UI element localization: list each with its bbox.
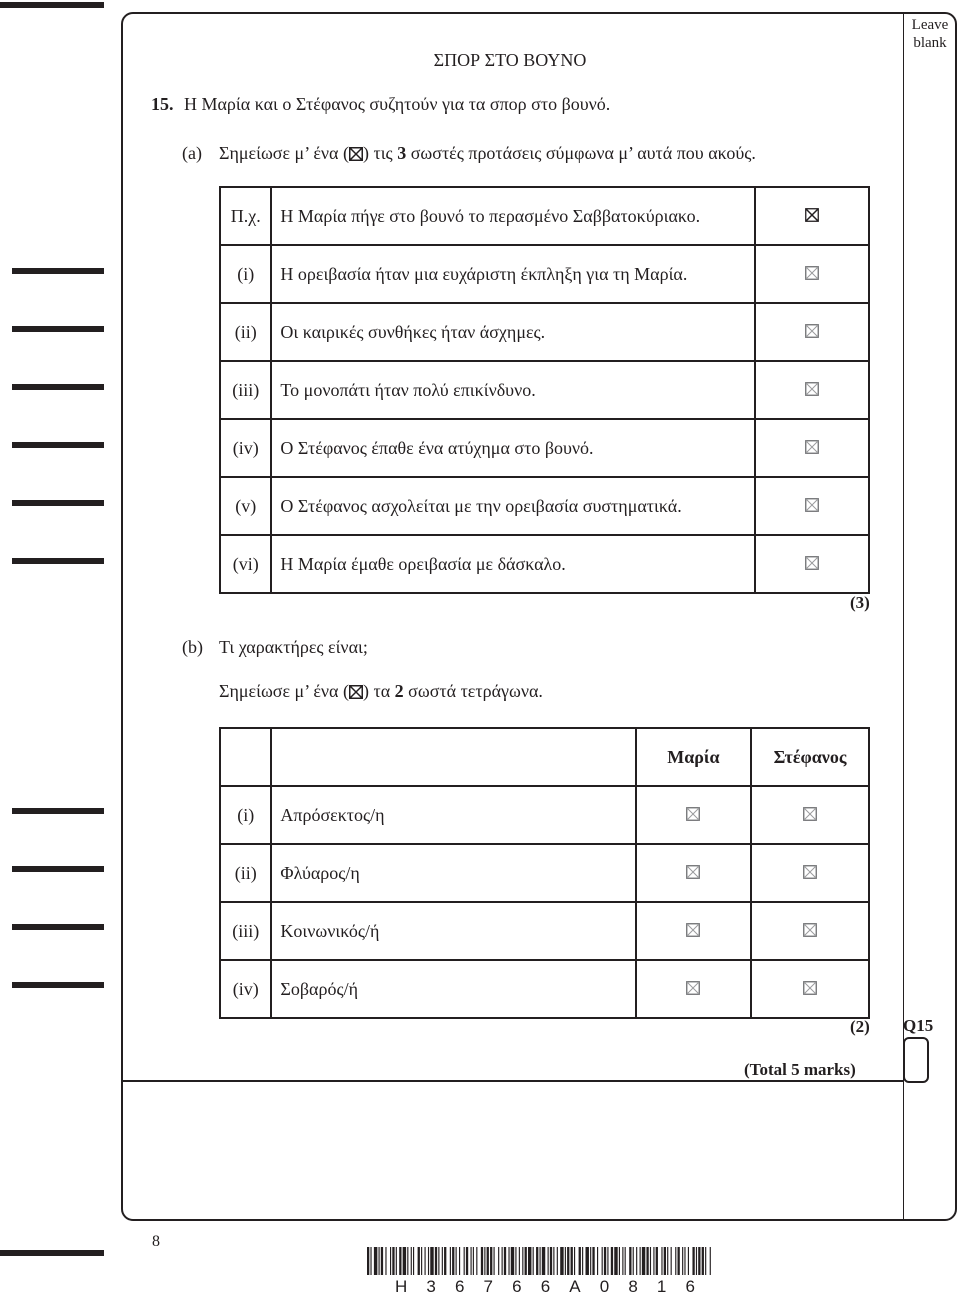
barcode-bar [471,1247,472,1275]
barcode-bar [502,1247,503,1275]
barcode-bar [413,1247,414,1275]
barcode-char: 3 [426,1277,436,1296]
barcode-bar [636,1247,637,1275]
statement-text: Οι καιρικές συνθήκες ήταν άσχημες. [271,303,755,361]
barcode-bar [557,1247,558,1275]
stefanos-answer-cell [751,960,869,1018]
maria-answer-cell [636,902,751,960]
maria-answer-cell [636,960,751,1018]
maria-answer-cell [636,844,751,902]
barcode-bar [656,1247,658,1275]
barcode-bar [710,1247,711,1275]
statement-row [220,477,869,535]
statement-text: Η Μαρία πήγε στο βουνό το περασμένο Σαββατοκύριακο. [271,187,755,245]
instruction-text: Σημείωσε μ’ ένα ( [219,143,349,163]
barcode-bar [418,1247,420,1275]
part-b-table [219,727,870,1019]
barcode-bar [390,1247,391,1275]
statement-text: Το μονοπάτι ήταν πολύ επικίνδυνο. [271,361,755,419]
character-row [220,960,869,1018]
statement-text: Ο Στέφανος ασχολείται με την ορειβασία συστηματικά. [271,477,755,535]
margin-marker [12,866,104,872]
header-empty-cell [220,728,271,786]
barcode-text [395,1277,695,1297]
barcode-bar [379,1247,380,1275]
checkbox[interactable] [686,981,700,995]
row-label: (ii) [220,303,271,361]
barcode-bar [571,1247,573,1275]
barcode-bar [435,1247,437,1275]
column-header-stefanos: Στέφανος [751,728,869,786]
barcode-bar [629,1247,631,1275]
checked-box-icon[interactable] [805,208,819,222]
checkbox[interactable] [805,498,819,512]
barcode-bar [515,1247,516,1275]
row-label: (i) [220,786,271,844]
barcode [367,1247,712,1275]
barcode-bar [597,1247,598,1275]
barcode-bar [684,1247,685,1275]
checkbox[interactable] [803,981,817,995]
barcode-bar [540,1247,541,1275]
barcode-bar [399,1247,401,1275]
margin-marker [12,808,104,814]
barcode-bar [625,1247,626,1275]
stefanos-answer-cell [751,786,869,844]
instruction-text: σωστές προτάσεις σύμφωνα μ’ αυτά που ακούς. [406,143,756,163]
statement-text: Η ορειβασία ήταν μια ευχάριστη έκπληξη για τη Μαρία. [271,245,755,303]
margin-marker [12,924,104,930]
crossed-box-icon [349,147,363,161]
barcode-bar [553,1247,554,1275]
barcode-bar [688,1247,689,1275]
margin-marker [12,558,104,564]
barcode-bar [425,1247,426,1275]
margin-marker [12,982,104,988]
stefanos-answer-cell [751,902,869,960]
character-row [220,786,869,844]
barcode-bar [667,1247,668,1275]
answer-cell [755,361,869,419]
barcode-bar [444,1247,446,1275]
barcode-bar [664,1247,666,1275]
barcode-bar [381,1247,383,1275]
checkbox[interactable] [686,865,700,879]
part-b-instruction [219,681,543,702]
instruction-text: Σημείωσε μ’ ένα ( [219,681,349,701]
statement-row [220,245,869,303]
statement-row [220,303,869,361]
margin-marker [12,500,104,506]
barcode-bar [592,1247,594,1275]
barcode-bar [614,1247,617,1275]
marks-box[interactable] [903,1037,929,1083]
barcode-bar [607,1247,608,1275]
barcode-bar [508,1247,509,1275]
part-a-marks: (3) [850,593,870,612]
barcode-bar [442,1247,443,1275]
checkbox[interactable] [686,923,700,937]
header-empty-cell [271,728,635,786]
barcode-bar [653,1247,654,1275]
statement-text: Η Μαρία έμαθε ορειβασία με δάσκαλο. [271,535,755,593]
barcode-bar [619,1247,620,1275]
barcode-bar [490,1247,492,1275]
margin-marker [12,442,104,448]
part-b-marks: (2) [850,1017,870,1036]
barcode-bar [504,1247,506,1275]
barcode-bar [528,1247,531,1275]
barcode-bar [519,1247,520,1275]
character-row [220,844,869,902]
checkbox[interactable] [805,266,819,280]
barcode-bar [640,1247,641,1275]
row-label: (iv) [220,960,271,1018]
checkbox[interactable] [803,865,817,879]
trait-text: Φλύαρος/η [271,844,635,902]
instruction-text: ) τα [362,681,395,701]
barcode-bar [476,1247,477,1275]
barcode-bar [385,1247,386,1275]
column-header-maria: Μαρία [636,728,751,786]
part-a-instruction [219,143,756,164]
barcode-bar [565,1247,566,1275]
row-label: (vi) [220,535,271,593]
crossed-box-icon [349,685,363,699]
total-marks: (Total 5 marks) [744,1060,856,1079]
barcode-bar [428,1247,429,1275]
barcode-bar [671,1247,672,1275]
instruction-text: σωστά τετράγωνα. [403,681,543,701]
answer-cell [755,419,869,477]
barcode-bar [586,1247,589,1275]
barcode-bar [464,1247,465,1275]
barcode-bar [646,1247,648,1275]
answer-cell [755,535,869,593]
barcode-bar [396,1247,397,1275]
barcode-char: H [395,1277,408,1296]
checkbox[interactable] [805,440,819,454]
barcode-bar [487,1247,489,1275]
barcode-bar [370,1247,371,1275]
stefanos-answer-cell [751,844,869,902]
checkbox[interactable] [805,382,819,396]
barcode-char: 1 [656,1277,667,1296]
question-number: 15. [151,94,174,114]
margin-marker [0,2,104,8]
part-b-question: Τι χαρακτήρες είναι; [219,637,368,657]
answer-cell [755,245,869,303]
section-divider [121,1080,904,1082]
answer-cell [755,477,869,535]
statement-row [220,535,869,593]
character-row [220,902,869,960]
barcode-bar [582,1247,583,1275]
barcode-bar [611,1247,613,1275]
row-label: (v) [220,477,271,535]
checkbox[interactable] [803,807,817,821]
barcode-bar [604,1247,606,1275]
instruction-text: ) τις [362,143,398,163]
barcode-bar [682,1247,683,1275]
barcode-char: 6 [685,1277,695,1296]
barcode-bar [678,1247,680,1275]
checkbox[interactable] [803,923,817,937]
barcode-bar [533,1247,534,1275]
barcode-bar [403,1247,406,1275]
barcode-bar [633,1247,634,1275]
barcode-bar [367,1247,369,1275]
checkbox[interactable] [686,807,700,821]
barcode-bar [548,1247,549,1275]
barcode-bar [473,1247,474,1275]
barcode-bar [705,1247,706,1275]
barcode-bar [698,1247,700,1275]
leave-blank-label: Leave blank [911,17,949,51]
barcode-bar [430,1247,433,1275]
statement-text: Ο Στέφανος έπαθε ένα ατύχημα στο βουνό. [271,419,755,477]
row-label: Π.χ. [220,187,271,245]
barcode-bar [511,1247,514,1275]
barcode-char: 6 [512,1277,522,1296]
barcode-bar [622,1247,623,1275]
barcode-bar [550,1247,552,1275]
barcode-bar [661,1247,662,1275]
barcode-char: 0 [599,1277,610,1296]
barcode-char: 6 [454,1277,465,1296]
barcode-bar [522,1247,523,1275]
row-label: (i) [220,245,271,303]
answer-cell [755,187,869,245]
barcode-char: 8 [628,1277,638,1296]
margin-marker [12,326,104,332]
barcode-bar [481,1247,483,1275]
barcode-bar [642,1247,645,1275]
trait-text: Σοβαρός/ή [271,960,635,1018]
barcode-bar [560,1247,563,1275]
barcode-bar [602,1247,603,1275]
part-b-label: (b) [182,637,203,657]
row-label: (iii) [220,902,271,960]
instruction-number: 2 [394,681,404,701]
barcode-bar [590,1247,591,1275]
row-label: (ii) [220,844,271,902]
margin-marker [12,268,104,274]
barcode-bar [536,1247,538,1275]
page-number: 8 [152,1233,160,1250]
row-label: (iv) [220,419,271,477]
barcode-bar [392,1247,394,1275]
barcode-bar [579,1247,581,1275]
barcode-char: 6 [540,1277,551,1296]
statement-row [220,361,869,419]
page-title: ΣΠΟΡ ΣΤΟ ΒΟΥΝΟ [433,50,587,70]
barcode-bar [407,1247,408,1275]
barcode-bar [696,1247,697,1275]
barcode-bar [567,1247,569,1275]
part-a-table [219,186,870,594]
part-a-label: (a) [182,143,202,163]
barcode-bar [525,1247,527,1275]
barcode-bar [484,1247,485,1275]
barcode-bar [650,1247,651,1275]
barcode-bar [421,1247,422,1275]
trait-text: Κοινωνικός/ή [271,902,635,960]
trait-text: Απρόσεκτος/η [271,786,635,844]
statement-row [220,187,869,245]
row-label: (iii) [220,361,271,419]
barcode-bar [459,1247,460,1275]
barcode-bar [542,1247,545,1275]
answer-cell [755,303,869,361]
margin-marker [0,1250,104,1256]
barcode-bar [702,1247,704,1275]
maria-answer-cell [636,786,751,844]
checkbox[interactable] [805,324,819,338]
statement-row [220,419,869,477]
barcode-bar [498,1247,499,1275]
barcode-bar [574,1247,575,1275]
barcode-bar [494,1247,495,1275]
barcode-bar [675,1247,676,1275]
margin-marker [12,384,104,390]
barcode-bar [411,1247,412,1275]
barcode-bar [456,1247,457,1275]
barcode-bar [692,1247,694,1275]
barcode-bar [466,1247,468,1275]
barcode-bar [438,1247,439,1275]
barcode-bar [450,1247,451,1275]
barcode-char: 7 [483,1277,494,1296]
question-intro: Η Μαρία και ο Στέφανος συζητούν για τα σπορ στο βουνό. [184,94,611,114]
barcode-char: A [569,1277,581,1296]
question-label: Q15 [903,1016,934,1035]
instruction-number: 3 [397,143,407,163]
checkbox[interactable] [805,556,819,570]
barcode-bar [374,1247,377,1275]
barcode-bar [452,1247,454,1275]
